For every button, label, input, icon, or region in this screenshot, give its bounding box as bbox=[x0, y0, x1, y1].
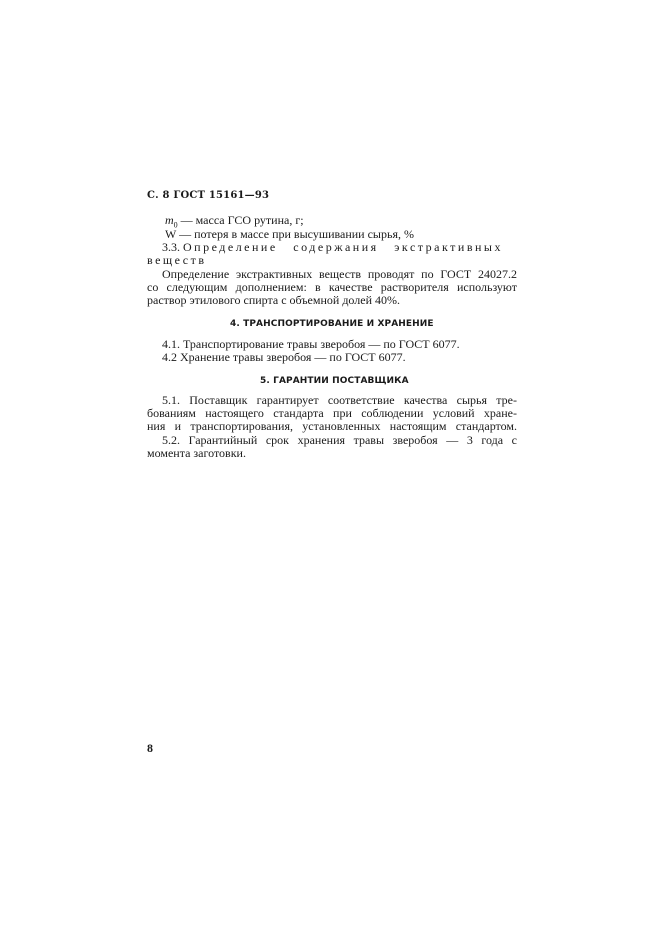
section-5-line1: 5.1. Поставщик гарантирует соответствие качества сырья тре- bbox=[162, 393, 517, 407]
section-5-line2: бованиям настоящего стандарта при соблюдении условий хране- bbox=[147, 406, 517, 420]
clause-3-3-body-line3: раствор этилового спирта с объемной долей 40%. bbox=[147, 293, 401, 307]
section-5-line5: момента заготовки. bbox=[147, 446, 246, 460]
page-header: С. 8 ГОСТ 15161—93 bbox=[147, 190, 270, 201]
section-5-line4: 5.2. Гарантийный срок хранения травы зверобоя — 3 года с bbox=[162, 433, 517, 447]
clause-3-3-title-line2: веществ bbox=[147, 253, 207, 267]
legend-w: W — потеря в массе при высушивании сырья, % bbox=[165, 227, 414, 241]
clause-3-3-title bbox=[162, 241, 503, 254]
clause-3-3-title-line1: Определение содержания экстрактивных bbox=[183, 240, 503, 254]
m0-text: — масса ГСО рутина, г; bbox=[177, 213, 304, 227]
m0-subscript: 0 bbox=[173, 220, 178, 230]
clause-3-3-body-line2: со следующим дополнением: в качестве растворителя используют bbox=[147, 280, 517, 294]
section-4-item-1: 4.1. Транспортирование травы зверобоя — по ГОСТ 6077. bbox=[162, 337, 460, 351]
page-number: 8 bbox=[147, 741, 153, 755]
section-5-heading: 5. ГАРАНТИИ ПОСТАВЩИКА bbox=[260, 376, 409, 386]
section-4-heading: 4. ТРАНСПОРТИРОВАНИЕ И ХРАНЕНИЕ bbox=[230, 319, 434, 329]
section-5-line3: ния и транспортирования, установленных настоящим стандартом. bbox=[147, 419, 517, 433]
section-4-item-2: 4.2 Хранение травы зверобоя — по ГОСТ 6077. bbox=[162, 350, 406, 364]
m0-symbol: m bbox=[165, 213, 174, 227]
clause-3-3-number: 3.3. bbox=[162, 240, 180, 254]
clause-3-3-body-line1: Определение экстрактивных веществ проводят по ГОСТ 24027.2 bbox=[162, 267, 517, 281]
